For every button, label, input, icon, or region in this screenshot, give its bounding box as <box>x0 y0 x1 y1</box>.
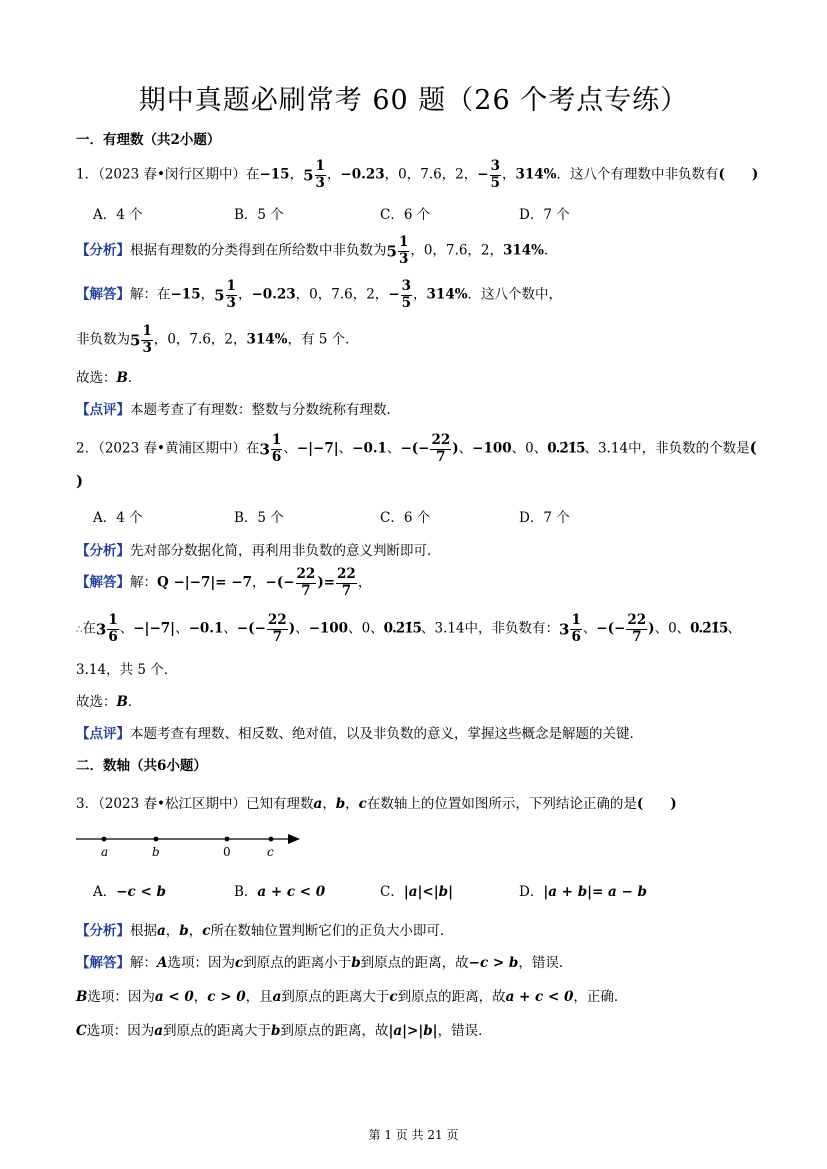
comment-text: 本题考查了有理数：整数与分数统称有理数． <box>130 402 400 418</box>
frac-num: 1 <box>571 612 581 628</box>
answer-text: ，且 <box>245 989 273 1005</box>
option-a: A．−c < b <box>93 884 166 900</box>
question-number: 1． <box>76 166 99 183</box>
answer-text: 非负数为 <box>76 331 130 348</box>
question-2-paren <box>76 472 83 490</box>
option-letter: B <box>76 989 88 1005</box>
answer-text: 在 <box>82 620 96 637</box>
frac-den: 6 <box>108 628 118 645</box>
math-value: 314% <box>246 331 288 348</box>
answer-text: 选项：因为 <box>87 989 155 1005</box>
math-value: −0.1 <box>352 440 387 457</box>
math-expr: −c > b <box>468 955 519 971</box>
frac-den: 6 <box>271 448 282 465</box>
question-source: （2023 春•黄浦区期中）在 <box>98 440 260 457</box>
analysis-text: ，0，7.6，2， <box>410 242 503 259</box>
mixed-number <box>303 158 327 191</box>
comment-q1 <box>76 398 400 418</box>
math-var: a <box>272 989 282 1005</box>
frac-num: 22 <box>431 432 451 448</box>
analysis-q2 <box>76 539 441 559</box>
option-b: B．5 个 <box>234 207 284 223</box>
answer-text: 中，非负数有： <box>464 620 560 637</box>
section-heading-2 <box>76 754 207 774</box>
option-c: C．|a|<|b| <box>380 884 453 900</box>
answer-text: ， <box>252 574 266 591</box>
section-count: 6 <box>157 758 167 774</box>
question-text: 在数轴上的位置如图所示，下列结论正确的是 <box>366 796 637 812</box>
question-text: ，0，7.6，2， <box>384 166 478 183</box>
answer-text: 到原点的距离大于 <box>281 989 390 1005</box>
point-c <box>269 837 274 842</box>
frac-den: 3 <box>398 250 409 267</box>
frac-den: 5 <box>490 174 500 191</box>
page-title: 期中真题必刷常考 60 题（26 个考点专练） <box>138 85 689 116</box>
question-1: 1．（2023 春•闵行区期中）在−15，5 $\frac{1}{3}$ ，−0.23，0，7.6，2，− $\frac{3}{5}$ ，314%．这八个有理数中非负数有( ) <box>76 158 759 191</box>
analysis-tag: 【分析】 <box>76 242 130 259</box>
answer-q2-line2: ∴在3 $\frac{1}{6}$ 、−|−7|、−0.1、−(− $\frac{22}{7}$ )、−100、0、0.2̇1̇5̇、3.14中，非负数有：3 $\frac{1}{6}$ 、−(− $\frac{22}{7}$ )、0、0.2̇1̇5̇、 <box>76 612 741 645</box>
section-heading-1 <box>76 128 220 148</box>
question-text: ．这八个有理数中非负数有 <box>556 166 719 183</box>
page-footer: 第 1 页 共 21 页 <box>368 1128 459 1142</box>
option-b: B．a + c < 0 <box>234 884 326 900</box>
analysis-text: 根据有理数的分类得到在所给数中非负数为 <box>130 242 387 259</box>
label-0: 0 <box>223 845 231 859</box>
math-value: −0.1 <box>188 620 224 637</box>
math-value: 314% <box>515 166 557 183</box>
option-d: D．7 个 <box>519 207 570 223</box>
math-value: 3.14 <box>434 620 465 637</box>
math-var: c <box>358 796 367 812</box>
math-value: 0 <box>668 620 677 637</box>
frac-num: 22 <box>296 566 316 582</box>
answer-text: 到原点的距离大于 <box>163 1023 271 1039</box>
analysis-text: 根据 <box>130 923 157 939</box>
frac-num: 1 <box>108 612 118 628</box>
point-0 <box>225 837 230 842</box>
comment-q2 <box>76 722 643 742</box>
analysis-tag: 【分析】 <box>76 543 130 559</box>
option-expr: −c < b <box>116 884 166 900</box>
answer-text: 选项：因为 <box>86 1023 155 1039</box>
mixed-whole: 5 <box>130 331 141 349</box>
question-number: 2． <box>76 440 99 457</box>
math-expr: |a|>|b| <box>388 1023 438 1039</box>
question-number: 3． <box>76 796 99 812</box>
math-var: b <box>179 923 189 939</box>
label-a: a <box>101 845 109 859</box>
frac-num: 22 <box>267 612 287 628</box>
answer-q3 <box>76 951 572 971</box>
answer-tag: 【解答】 <box>76 955 130 971</box>
question-3: 3．（2023 春•松江区期中）已知有理数a，b，c在数轴上的位置如图所示，下列结论正确的是( ) <box>76 796 677 812</box>
math-value: −100 <box>308 620 349 637</box>
math-value: −|−7| <box>296 440 339 457</box>
math-value: 314% <box>503 242 545 259</box>
section-heading-end: 小题） <box>179 132 221 148</box>
point-b <box>154 837 159 842</box>
frac-den: 3 <box>142 339 152 356</box>
math-value: 0 <box>525 440 534 457</box>
repeating-decimal: 0.2̇1̇5̇ <box>547 440 585 457</box>
option-a: A．4 个 <box>93 207 143 223</box>
choose-q1: 故选：B． <box>76 370 142 386</box>
frac-num: 1 <box>315 158 325 174</box>
mixed-whole: 5 <box>303 166 314 184</box>
math-expr: c > 0 <box>207 989 246 1005</box>
frac-num: 3 <box>401 278 412 294</box>
section-heading-end: 小题） <box>166 758 207 774</box>
section-count: 2 <box>170 132 180 148</box>
frac-den: 7 <box>301 582 311 599</box>
analysis-tag: 【分析】 <box>76 923 130 939</box>
answer-paren: ) <box>76 472 84 490</box>
math-var: c <box>202 923 211 939</box>
question-2: 2．（2023 春•黄浦区期中）在3 $\frac{1}{6}$ 、−|−7|、−0.1、−(− $\frac{22}{7}$ )、−100、0、0.2̇1̇5̇、3.14中，非负数的个数是( <box>76 432 757 465</box>
frac-den: 7 <box>632 628 642 645</box>
comment-tag: 【点评】 <box>76 402 130 418</box>
answer-paren: ( ) <box>636 796 677 812</box>
math-value: −|−7| <box>133 620 176 637</box>
option-letter: C <box>76 1023 87 1039</box>
frac-num: 1 <box>142 323 152 339</box>
mixed-whole: 3 <box>559 620 570 638</box>
answer-q3-line-c <box>76 1019 492 1039</box>
answer-text: ，0，7.6，2， <box>153 331 247 348</box>
frac-den: 7 <box>341 582 352 599</box>
frac-den: 7 <box>436 448 446 465</box>
answer-text: ，有 5 个． <box>287 331 359 348</box>
frac-den: 7 <box>272 628 282 645</box>
math-expr: Q −|−7|= −7 <box>157 574 253 591</box>
section-heading-text: 一．有理数（共 <box>76 132 171 148</box>
answer-tag: 【解答】 <box>76 286 130 303</box>
answer-text: ，0，7.6，2， <box>295 286 389 303</box>
math-value: −15 <box>170 286 201 303</box>
answer-text: 解： <box>130 955 157 971</box>
answer-q1: 【解答】解：在−15，5 $\frac{1}{3}$ ，−0.23，0，7.6，2，− $\frac{3}{5}$ ，314%．这八个数中， <box>76 278 563 311</box>
option-expr: a + c < 0 <box>257 884 326 900</box>
math-var: b <box>335 796 346 812</box>
choose-label: 故选： <box>76 370 117 386</box>
math-sign: − <box>477 166 489 183</box>
answer-text: 解： <box>130 574 157 591</box>
repeating-decimal: 0.2̇1̇5̇ <box>383 620 421 637</box>
math-var: a <box>157 923 166 939</box>
answer-text: 解：在 <box>130 286 171 303</box>
answer-text: ．这八个数中， <box>467 286 563 303</box>
answer-text: 到原点的距离小于 <box>243 955 352 971</box>
analysis-text: 先对部分数据化简，再利用非负数的意义判断即可． <box>130 543 441 559</box>
frac-num: 22 <box>337 566 356 582</box>
number-line-arrow <box>288 834 300 844</box>
answer-text: 选项：因为 <box>167 955 235 971</box>
math-value: −0.23 <box>251 286 296 303</box>
answer-text: ，正确． <box>573 989 628 1005</box>
analysis-text: 所在数轴位置判断它们的正负大小即可． <box>210 923 454 939</box>
choose-q2: 故选：B． <box>76 694 142 710</box>
answer-paren: ( ) <box>718 166 759 183</box>
frac-num: 1 <box>271 432 282 448</box>
math-var: b <box>351 955 361 971</box>
analysis-q1: 【分析】根据有理数的分类得到在所给数中非负数为5 $\frac{1}{3}$ ，0，7.6，2，314%． <box>76 234 558 267</box>
math-value: 314% <box>426 286 468 303</box>
label-b: b <box>152 845 160 859</box>
math-value: 0 <box>361 620 371 637</box>
answer-text: 到原点的距离，故 <box>280 1023 389 1039</box>
option-expr: |a|<|b| <box>403 884 453 900</box>
answer-q2-line3 <box>76 658 177 678</box>
answer-q2: 【解答】解：Q −|−7|= −7，−(− $\frac{22}{7}$ )= $\frac{22}{7}$ ， <box>76 566 372 599</box>
answer-tag: 【解答】 <box>76 574 130 591</box>
frac-num: 1 <box>226 278 236 294</box>
option-b: B．5 个 <box>234 510 284 526</box>
frac-den: 6 <box>571 628 581 645</box>
frac-den: 5 <box>401 294 412 311</box>
math-var: b <box>271 1023 281 1039</box>
answer-q1-line2 <box>76 325 359 355</box>
number-line-figure <box>72 828 312 862</box>
mixed-whole: 3 <box>259 440 270 458</box>
math-var: c <box>389 989 398 1005</box>
answer-text: ，错误． <box>518 955 573 971</box>
choose-value: B <box>116 370 128 386</box>
answer-text: ，错误． <box>437 1023 492 1039</box>
math-expr: a + c < 0 <box>505 989 574 1005</box>
math-value: −15 <box>259 166 290 183</box>
point-a <box>102 837 107 842</box>
section-heading-text: 二．数轴（共 <box>76 758 157 774</box>
mixed-whole: 5 <box>214 286 225 304</box>
math-value: −100 <box>472 440 512 457</box>
option-d: D．|a + b|= a − b <box>519 884 647 900</box>
question-text: 中，非负数的个数是 <box>628 440 750 457</box>
frac-den: 3 <box>315 174 325 191</box>
frac-num: 1 <box>398 234 409 250</box>
frac-den: 3 <box>226 294 236 311</box>
option-a: A．4 个 <box>93 510 143 526</box>
math-value: 3.14 <box>598 440 629 457</box>
comment-text: 本题考查有理数、相反数、绝对值，以及非负数的意义，掌握这些概念是解题的关键． <box>130 726 643 742</box>
frac-num: 3 <box>490 158 500 174</box>
option-d: D．7 个 <box>519 510 570 526</box>
mixed-whole: 3 <box>95 620 107 638</box>
option-expr: |a + b|= a − b <box>543 884 647 900</box>
label-c: c <box>267 845 274 859</box>
math-expr: a < 0 <box>154 989 194 1005</box>
math-var: a <box>154 1023 163 1039</box>
math-sign: − <box>388 286 400 303</box>
choose-value: B <box>116 694 128 710</box>
answer-q3-line-b: B选项：因为a < 0，c > 0，且a到原点的距离大于c到原点的距离，故a + c < 0，正确． <box>76 989 628 1005</box>
option-c: C．6 个 <box>380 510 431 526</box>
answer-paren: ( <box>749 438 757 457</box>
math-value: −0.23 <box>340 166 385 183</box>
option-c: C．6 个 <box>380 207 431 223</box>
question-source: （2023 春•闵行区期中）在 <box>98 166 260 183</box>
comment-tag: 【点评】 <box>76 726 130 742</box>
choose-label: 故选： <box>76 694 117 710</box>
math-var: c <box>234 955 244 971</box>
answer-text: 到原点的距离，故 <box>397 989 506 1005</box>
answer-text: 3.14，共 5 个． <box>76 662 178 678</box>
mixed-whole: 5 <box>386 242 397 260</box>
answer-text: 到原点的距离，故 <box>360 955 469 971</box>
frac-num: 22 <box>627 612 647 628</box>
math-var: a <box>313 796 323 812</box>
analysis-q3: 【分析】根据a，b，c所在数轴位置判断它们的正负大小即可． <box>76 923 454 939</box>
question-source: （2023 春•松江区期中）已知有理数 <box>98 796 314 812</box>
option-letter: A <box>157 955 168 971</box>
repeating-decimal: 0.2̇1̇5̇ <box>690 620 728 637</box>
